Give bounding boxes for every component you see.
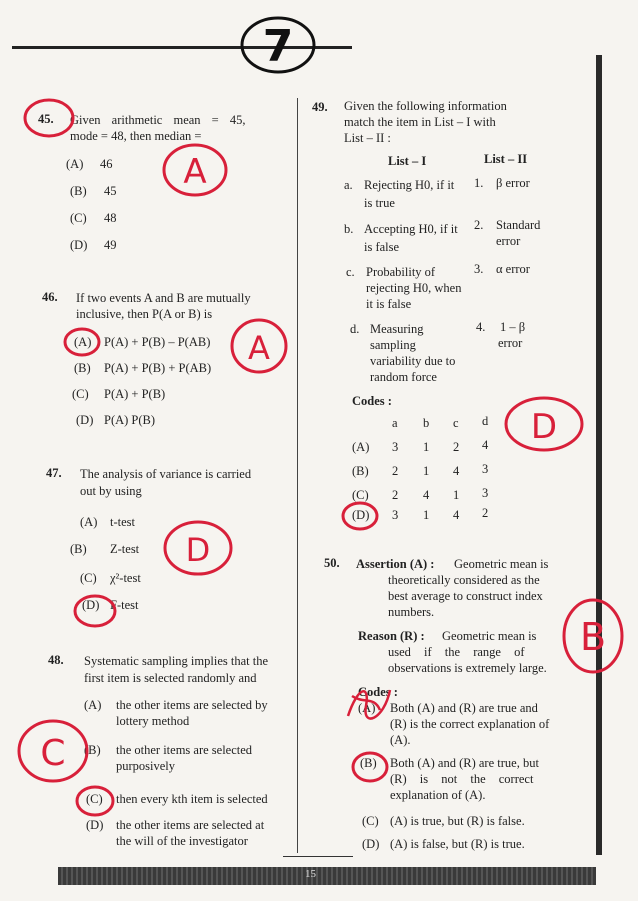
q45-answer-mark xyxy=(160,140,230,200)
q46-number: 46. xyxy=(42,290,58,304)
option-label: (C) xyxy=(80,571,97,585)
option-text: (A) is false, but (R) is true. xyxy=(390,837,525,851)
q50-scribble xyxy=(340,676,400,730)
list2-2-line2: error xyxy=(496,234,521,248)
code-val: 3 xyxy=(392,440,399,454)
q45-number: 45. xyxy=(38,112,54,126)
option-label: (D) xyxy=(362,837,380,851)
option-label: (B) xyxy=(70,542,87,556)
code-val: 1 xyxy=(423,508,430,522)
option-text: (R) is not the correct xyxy=(390,772,534,786)
q50-assertion-2: theoretically considered as the xyxy=(388,573,540,587)
q47-option-a[interactable] xyxy=(80,514,135,530)
handwritten-answer: D xyxy=(185,531,211,569)
q48-answer-mark xyxy=(14,716,92,786)
handwritten-answer: C xyxy=(40,733,66,774)
q50-selected-circle xyxy=(350,750,390,784)
list2-2-num: 2. xyxy=(474,218,484,232)
q47-selected-circle xyxy=(72,592,118,630)
q48-option-c[interactable] xyxy=(86,791,286,807)
code-val: 4 xyxy=(453,508,460,522)
list1-header: List – I xyxy=(388,154,427,168)
list1-d-line4: random force xyxy=(370,370,437,384)
list1-d-line1: Measuring xyxy=(370,322,424,336)
option-text: (A). xyxy=(390,733,411,747)
q50-number: 50. xyxy=(324,556,340,570)
option-label: (A) xyxy=(358,701,376,715)
list1-b-line1: Accepting H0, if it xyxy=(364,222,458,236)
q49-text-1: Given the following information xyxy=(344,99,507,113)
q50-reason-1: Geometric mean is xyxy=(442,629,537,643)
list2-1-line1: β error xyxy=(496,176,530,190)
q50-codes-label: Codes : xyxy=(358,685,398,699)
option-text: (R) is the correct explanation of xyxy=(390,717,550,731)
q49-codes-label: Codes : xyxy=(352,394,392,408)
q50-reason-3: observations is extremely large. xyxy=(388,661,547,675)
q50-reason-label: Reason (R) : xyxy=(358,629,425,643)
code-label: (C) xyxy=(352,488,369,502)
page-number: 15 xyxy=(305,868,316,880)
option-text: F-test xyxy=(110,598,139,612)
option-label: (D) xyxy=(76,413,94,427)
list1-d-line3: variability due to xyxy=(370,354,456,368)
q48-option-d[interactable] xyxy=(86,817,286,849)
handwritten-answer: A xyxy=(183,152,207,192)
option-text: (A) is true, but (R) is false. xyxy=(390,814,525,828)
q50-assertion-3: best average to construct index xyxy=(388,589,543,603)
list1-a-label: a. xyxy=(344,178,353,192)
q47-answer-mark xyxy=(160,518,236,578)
option-text: P(A) P(B) xyxy=(104,413,156,427)
code-val: 1 xyxy=(423,464,430,478)
q49-answer-mark xyxy=(502,394,586,454)
q46-option-d[interactable] xyxy=(76,412,155,428)
edge-bar xyxy=(596,55,602,855)
option-text: 45 xyxy=(104,184,117,198)
option-text: the other items are selected at xyxy=(116,818,265,832)
q45-text-1: Given arithmetic mean = 45, xyxy=(70,113,246,127)
list1-b-label: b. xyxy=(344,222,354,236)
code-val: 2 xyxy=(392,464,399,478)
list1-a-line1: Rejecting H0, if it xyxy=(364,178,455,192)
option-text: then every kth item is selected xyxy=(116,792,268,806)
code-label: (D) xyxy=(352,508,370,522)
option-label: (A) xyxy=(80,515,98,529)
option-text: Both (A) and (R) are true and xyxy=(390,701,538,715)
code-val: 3 xyxy=(392,508,399,522)
codes-col-c: c xyxy=(453,416,459,430)
q50-assertion-1: Geometric mean is xyxy=(454,557,549,571)
option-text: P(A) + P(B) – P(AB) xyxy=(104,335,211,349)
q50-option-c[interactable] xyxy=(362,813,562,829)
q50-option-d[interactable] xyxy=(362,836,562,852)
option-text: 46 xyxy=(100,157,113,171)
q47-option-b[interactable] xyxy=(70,541,139,557)
list1-c-line3: it is false xyxy=(366,297,412,311)
q49-text-2: match the item in List – I with xyxy=(344,115,496,129)
option-text: Both (A) and (R) are true, but xyxy=(390,756,539,770)
q48-text-1: Systematic sampling implies that the xyxy=(84,654,269,668)
list1-c-line1: Probability of xyxy=(366,265,436,279)
codes-col-a: a xyxy=(392,416,398,430)
q45-option-c[interactable] xyxy=(70,210,117,226)
option-label: (A) xyxy=(66,157,84,171)
codes-col-b: b xyxy=(423,416,430,430)
handwritten-answer: A xyxy=(248,329,270,367)
option-text: the other items are selected xyxy=(116,743,253,757)
q50-option-b[interactable] xyxy=(360,755,560,803)
q46-answer-mark xyxy=(228,316,290,376)
q50-assertion-label: Assertion (A) : xyxy=(356,557,435,571)
option-label: (D) xyxy=(82,598,100,612)
option-text: purposively xyxy=(116,759,176,773)
q47-number: 47. xyxy=(46,466,62,480)
option-text: χ²-test xyxy=(110,571,141,585)
list2-2-line1: Standard xyxy=(496,218,541,232)
page-badge-circle xyxy=(238,14,318,76)
q47-text-2: out by using xyxy=(80,484,142,498)
code-val: 1 xyxy=(423,440,430,454)
q49-text-3: List – II : xyxy=(344,131,391,145)
q48-option-b[interactable] xyxy=(84,742,284,774)
q49-selected-circle xyxy=(340,500,380,532)
q45-number-circle xyxy=(22,96,76,140)
list1-d-line2: sampling xyxy=(370,338,416,352)
q47-text-1: The analysis of variance is carried xyxy=(80,467,252,481)
q49-number: 49. xyxy=(312,100,328,114)
q46-text-2: inclusive, then P(A or B) is xyxy=(76,307,213,321)
list1-b-line2: is false xyxy=(364,240,400,254)
option-text: t-test xyxy=(110,515,135,529)
q47-option-c[interactable] xyxy=(80,570,141,586)
option-label: (B) xyxy=(360,756,377,770)
q45-option-a[interactable] xyxy=(66,156,113,172)
handwritten-answer: B xyxy=(579,615,607,659)
q48-selected-circle xyxy=(74,784,116,818)
q45-option-d[interactable] xyxy=(70,237,117,253)
option-text: the other items are selected by xyxy=(116,698,268,712)
code-val: 4 xyxy=(423,488,430,502)
option-label: (C) xyxy=(86,792,103,806)
q46-option-c[interactable] xyxy=(72,386,165,402)
codes-col-d: d xyxy=(482,414,489,428)
q48-number: 48. xyxy=(48,653,64,667)
page-badge-text: 7 xyxy=(262,21,294,72)
list2-1-num: 1. xyxy=(474,176,484,190)
footer-rule xyxy=(283,856,353,857)
option-label: (B) xyxy=(70,184,87,198)
footer-strip xyxy=(58,867,596,885)
code-val: 4 xyxy=(482,438,489,452)
list1-a-line2: is true xyxy=(364,196,395,210)
list2-4-line1: 1 – β xyxy=(500,320,526,334)
option-text: explanation of (A). xyxy=(390,788,486,802)
option-label: (C) xyxy=(362,814,379,828)
list1-d-label: d. xyxy=(350,322,360,336)
option-label: (C) xyxy=(72,387,89,401)
option-label: (B) xyxy=(84,743,101,757)
option-text: 49 xyxy=(104,238,117,252)
code-val: 4 xyxy=(453,464,460,478)
option-text: lottery method xyxy=(116,714,190,728)
q46-option-b[interactable] xyxy=(74,360,211,376)
code-val: 2 xyxy=(453,440,460,454)
handwritten-answer: D xyxy=(530,407,558,447)
list2-header: List – II xyxy=(484,152,528,166)
q45-option-b[interactable] xyxy=(70,183,117,199)
option-label: (D) xyxy=(70,238,88,252)
option-text: 48 xyxy=(104,211,117,225)
list2-4-num: 4. xyxy=(476,320,486,334)
code-val: 1 xyxy=(453,488,460,502)
option-label: (A) xyxy=(84,698,102,712)
list2-3-num: 3. xyxy=(474,262,484,276)
option-text: Z-test xyxy=(110,542,140,556)
code-val: 3 xyxy=(482,486,489,500)
q50-answer-mark xyxy=(560,596,626,676)
code-label: (A) xyxy=(352,440,370,454)
q48-option-a[interactable] xyxy=(84,697,284,729)
q46-selected-circle xyxy=(62,326,102,358)
q45-text-2: mode = 48, then median = xyxy=(70,129,202,143)
list1-c-line2: rejecting H0, when xyxy=(366,281,462,295)
code-val: 3 xyxy=(482,462,489,476)
q50-assertion-4: numbers. xyxy=(388,605,435,619)
code-val: 2 xyxy=(482,506,489,520)
option-text: P(A) + P(B) xyxy=(104,387,166,401)
q50-reason-2: used if the range of xyxy=(388,645,525,659)
option-text: P(A) + P(B) + P(AB) xyxy=(104,361,212,375)
column-divider xyxy=(297,98,298,853)
option-label: (D) xyxy=(86,818,104,832)
q46-text-1: If two events A and B are mutually xyxy=(76,291,251,305)
list2-3-line1: α error xyxy=(496,262,530,276)
list1-c-label: c. xyxy=(346,265,355,279)
code-val: 2 xyxy=(392,488,399,502)
option-label: (B) xyxy=(74,361,91,375)
code-label: (B) xyxy=(352,464,369,478)
option-label: (A) xyxy=(74,335,92,349)
q48-text-2: first item is selected randomly and xyxy=(84,671,257,685)
list2-4-line2: error xyxy=(498,336,523,350)
option-label: (C) xyxy=(70,211,87,225)
option-text: the will of the investigator xyxy=(116,834,248,848)
